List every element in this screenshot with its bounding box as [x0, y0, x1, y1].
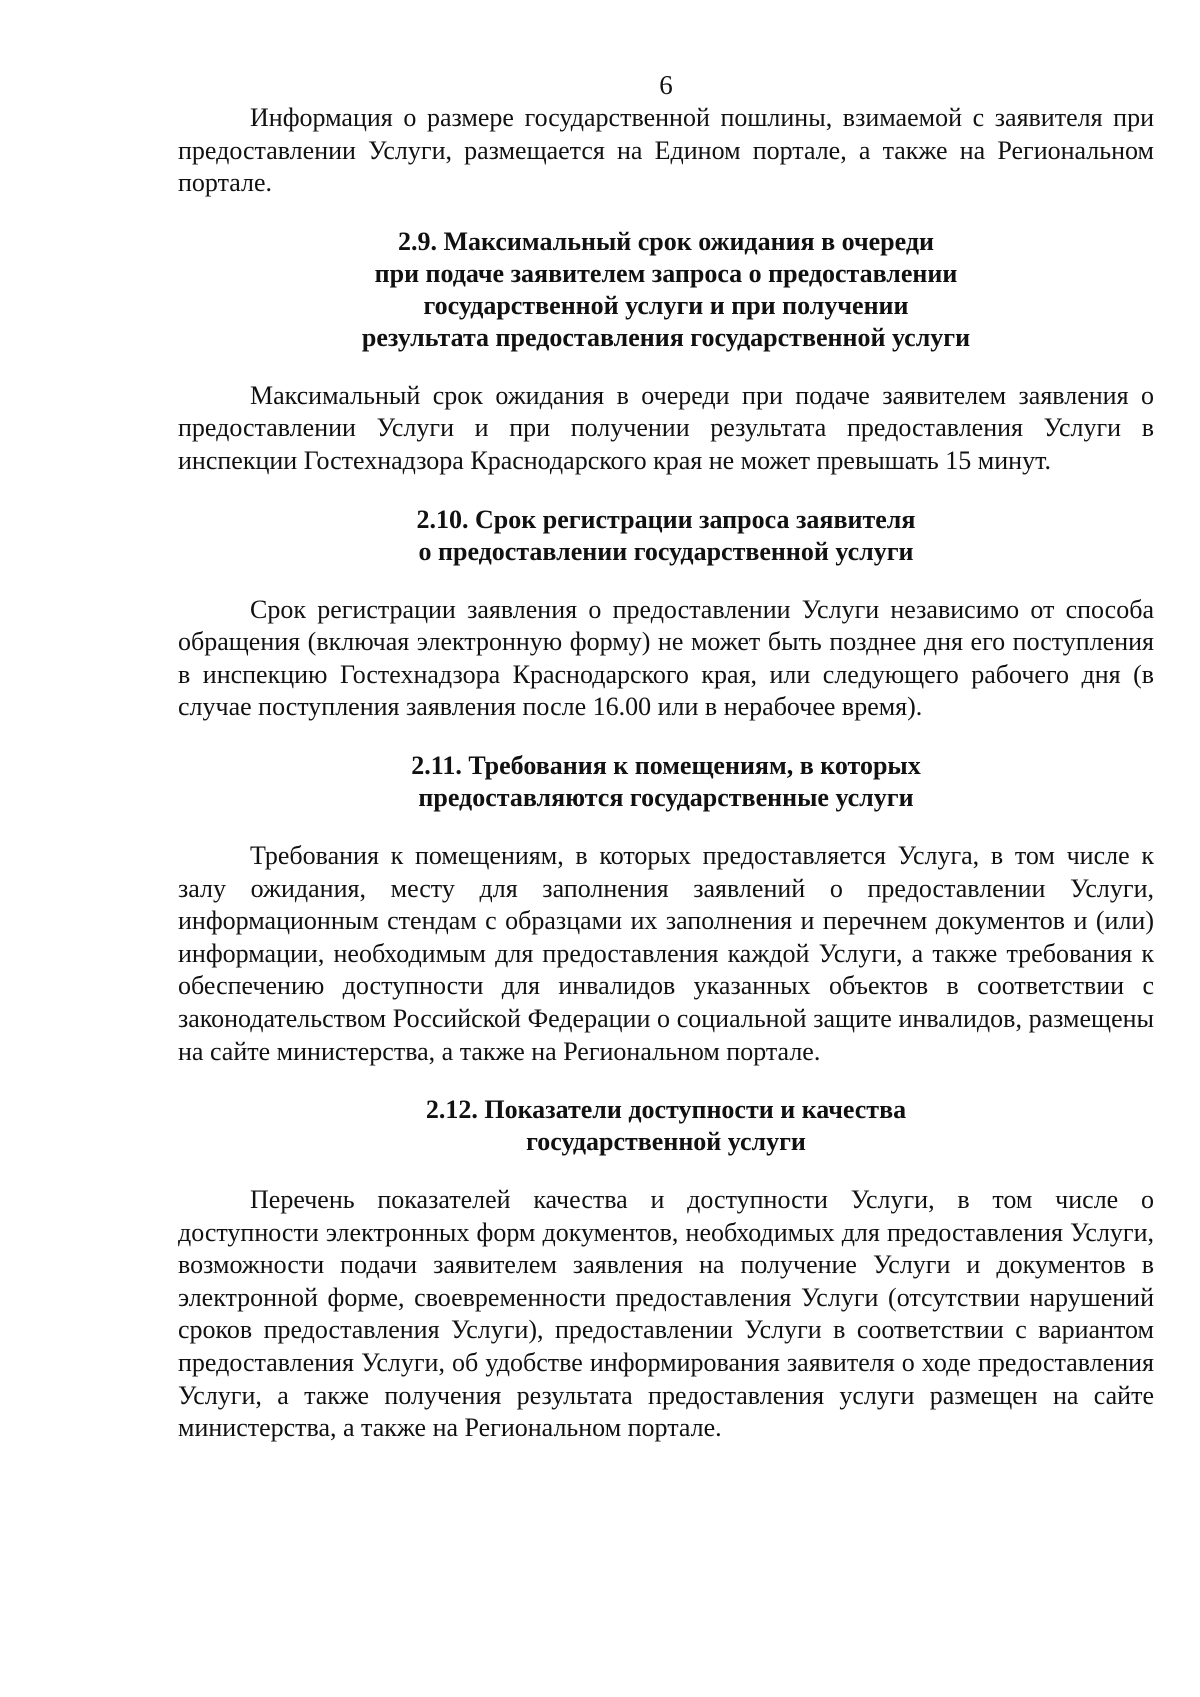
page-number: 6 [659, 70, 673, 100]
heading-line: результата предоставления государственной услуги [361, 322, 971, 352]
section-heading-2-10 [178, 504, 1154, 568]
document-page [178, 70, 1154, 1445]
section-text-2-10: Срок регистрации заявления о предоставлении Услуги независимо от способа обращения (включая электронную форму) не может быть позднее дня его поступления в инспекцию Гостехнадзора Краснодарского края, или следующего рабочего дня (в случае поступления заявления после 16.00 или в нерабочее время). [178, 594, 1154, 722]
heading-line: о предоставлении государственной услуги [418, 536, 914, 566]
heading-line: 2.12. Показатели доступности и качества [425, 1095, 907, 1125]
heading-line: государственной услуги и при получении [423, 290, 909, 320]
heading-line: 2.10. Срок регистрации запроса заявителя [416, 504, 916, 534]
heading-line: 2.9. Максимальный срок ожидания в очереди [398, 226, 934, 256]
heading-line: предоставляются государственные услуги [418, 782, 914, 812]
section-text-2-12: Перечень показателей качества и доступности Услуги, в том числе о доступности электронных форм документов, необходимых для предоставления Услуги, возможности подачи заявителем заявления на получение Услуги и документов в электронной форме, своевременности предоставления Услуги (отсутствии нарушений сроков предоставления Услуги), предоставлении Услуги в соответствии с вариантом предоставления Услуги, об удобстве информирования заявителя о ходе предоставления Услуги, а также получения результата предоставления услуги размещен на сайте министерства, а также на Региональном портале. [178, 1185, 1154, 1443]
section-text-2-9: Максимальный срок ожидания в очереди при подаче заявителем заявления о предоставлении Услуги и при получении результата предоставления Услуги в инспекции Гостехнадзора Краснодарского края не может превышать 15 минут. [178, 380, 1154, 475]
section-text-2-11: Требования к помещениям, в которых предоставляется Услуга, в том числе к залу ожидания, месту для заполнения заявлений о предоставлении Услуги, информационным стендам с образцами их заполнения и перечнем документов и (или) информации, необходимым для предоставления каждой Услуги, а также требования к обеспечению доступности для инвалидов указанных объектов в соответствии с законодательством Российской Федерации о социальной защите инвалидов, размещены на сайте министерства, а также на Региональном портале. [178, 840, 1154, 1066]
section-heading-2-9 [178, 226, 1154, 354]
heading-line: 2.11. Требования к помещениям, в которых [411, 750, 921, 780]
heading-line: государственной услуги [526, 1127, 806, 1157]
intro-paragraph: Информация о размере государственной пошлины, взимаемой с заявителя при предоставлении Услуги, размещается на Едином портале, а также на Региональном портале. [178, 103, 1154, 198]
section-heading-2-11 [178, 750, 1154, 814]
heading-line: при подаче заявителем запроса о предоставлении [374, 258, 958, 288]
section-heading-2-12 [178, 1094, 1154, 1158]
